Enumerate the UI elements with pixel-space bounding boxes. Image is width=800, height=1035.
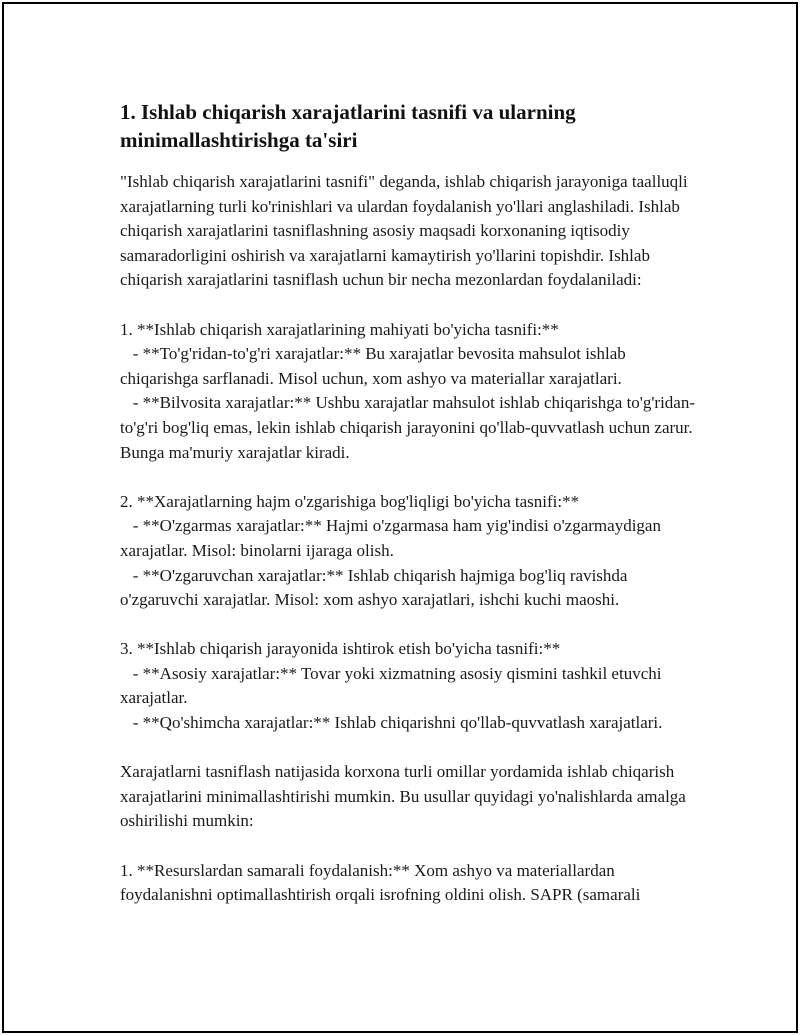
minimization-list-item-1: 1. **Resurslardan samarali foydalanish:** Xom ashyo va materiallardan foydalanishni optimallashtirish orqali isrofning oldini olish. SAPR (samarali <box>120 860 641 905</box>
document-heading: 1. Ishlab chiqarish xarajatlarini tasnifi va ularning minimallashtirishga ta'siri <box>120 100 576 152</box>
document-content <box>120 98 700 908</box>
page-frame <box>2 2 798 1033</box>
paragraph-gap <box>120 293 700 318</box>
classification-section-1: 1. **Ishlab chiqarish xarajatlarining mahiyati bo'yicha tasnifi:** - **To'g'ridan-to'g'ri xarajatlar:** Bu xarajatlar bevosita mahsulot ishlab chiqarishga sarflanadi. Misol uchun, xom ashyo va materiallar xarajatlari. - **Bilvosita xarajatlar:** Ushbu xarajatlar mahsulot ishlab chiqarishga to'g'ridan-to'g'ri bog'liq emas, lekin ishlab chiqarish jarayonini qo'llab-quvvatlash uchun zarur. Bunga ma'muriy xarajatlar kiradi. <box>120 319 696 462</box>
paragraph-gap <box>120 736 700 761</box>
intro-paragraph: "Ishlab chiqarish xarajatlarini tasnifi" deganda, ishlab chiqarish jarayoniga taalluqli xarajatlarning turli ko'rinishlari va ulardan foydalanish yo'llari anglashiladi. Ishlab chiqarish xarajatlarini tasniflashning asosiy maqsadi korxonaning iqtisodiy samaradorligini oshirish va xarajatlarni kamaytirish yo'llarini topishdir. Ishlab chiqarish xarajatlarini tasniflash uchun bir necha mezonlardan foydalaniladi: <box>120 172 692 290</box>
minimization-paragraph: Xarajatlarni tasniflash natijasida korxona turli omillar yordamida ishlab chiqarish xarajatlarini minimallashtirishi mumkin. Bu usullar quyidagi yo'nalishlarda amalga oshirilishi mumkin: <box>120 762 691 831</box>
paragraph-gap <box>120 465 700 490</box>
classification-section-3: 3. **Ishlab chiqarish jarayonida ishtirok etish bo'yicha tasnifi:** - **Asosiy xarajatlar:** Tovar yoki xizmatning asosiy qismini tashkil etuvchi xarajatlar. - **Qo'shimcha xarajatlar:** Ishlab chiqarishni qo'llab-quvvatlash xarajatlari. <box>120 639 663 733</box>
paragraph-gap <box>120 834 700 859</box>
classification-section-2: 2. **Xarajatlarning hajm o'zgarishiga bog'liqligi bo'yicha tasnifi:** - **O'zgarmas xarajatlar:** Hajmi o'zgarmasa ham yig'indisi o'zgarmaydigan xarajatlar. Misol: binolarni ijaraga olish. - **O'zgaruvchan xarajatlar:** Ishlab chiqarish hajmiga bog'liq ravishda o'zgaruvchi xarajatlar. Misol: xom ashyo xarajatlari, ishchi kuchi maoshi. <box>120 491 661 610</box>
paragraph-gap <box>120 613 700 638</box>
